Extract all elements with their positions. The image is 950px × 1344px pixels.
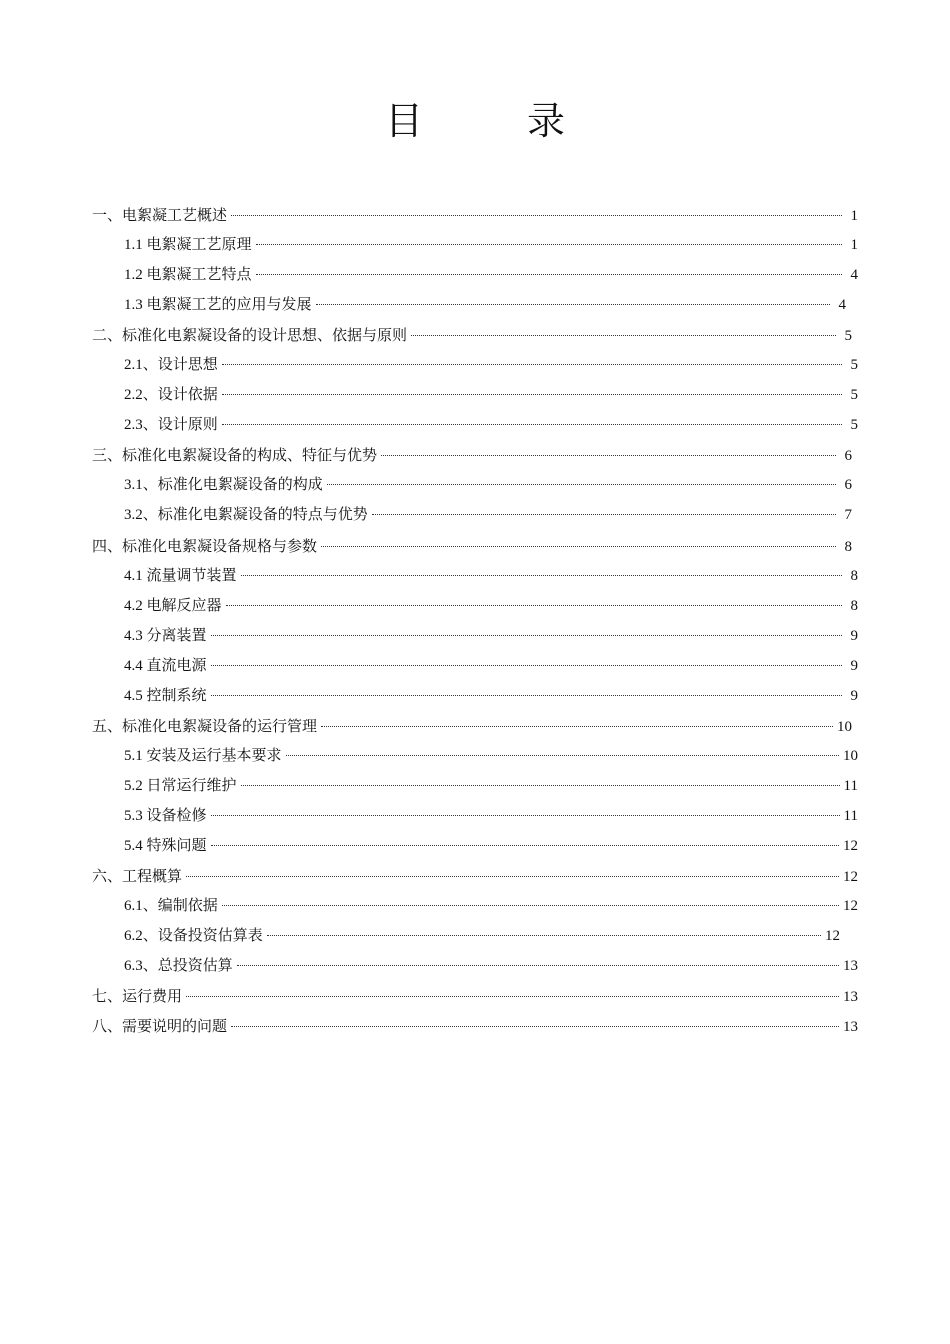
toc-entry[interactable] <box>92 591 862 621</box>
toc-entry-label: 2.1、设计思想 <box>124 357 218 374</box>
toc-dot-leader <box>327 483 836 485</box>
toc-entry[interactable] <box>92 651 862 681</box>
toc-dot-leader <box>186 875 839 877</box>
toc-entry-page-number: 13 <box>843 1019 858 1036</box>
toc-entry-page-number: 10 <box>843 747 858 764</box>
toc-entry-label: 6.2、设备投资估算表 <box>124 928 263 945</box>
toc-entry-page-number: 5 <box>844 328 852 345</box>
toc-entry-label: 二、标准化电絮凝设备的设计思想、依据与原则 <box>92 326 408 345</box>
toc-entry-page-number: 11 <box>843 777 858 794</box>
toc-entry[interactable] <box>92 380 862 410</box>
toc-entry[interactable] <box>92 1011 862 1041</box>
toc-entry[interactable] <box>92 951 862 981</box>
toc-entry-page-number: 1 <box>850 208 858 224</box>
toc-entry[interactable] <box>92 891 862 921</box>
toc-entry-label: 4.3 分离装置 <box>124 627 207 644</box>
toc-entry[interactable] <box>92 230 862 260</box>
toc-entry-label: 六、工程概算 <box>92 867 183 886</box>
toc-entry[interactable] <box>92 500 862 530</box>
toc-entry-page-number: 4 <box>850 267 858 284</box>
toc-dot-leader <box>321 725 833 727</box>
toc-entry[interactable] <box>92 260 862 290</box>
toc-entry[interactable] <box>92 861 862 891</box>
toc-entry-page-number: 4 <box>838 297 846 314</box>
toc-entry-page-number: 12 <box>843 898 858 915</box>
toc-entry-label: 4.5 控制系统 <box>124 687 207 704</box>
toc-entry-page-number: 13 <box>843 958 858 975</box>
title-char-1: 目 <box>384 99 423 143</box>
toc-entry-label: 4.2 电解反应器 <box>124 597 222 614</box>
toc-dot-leader <box>316 303 830 305</box>
toc-entry-page-number: 7 <box>844 507 852 524</box>
toc-entry-label: 一、电絮凝工艺概述 <box>92 206 228 224</box>
toc-entry[interactable] <box>92 981 862 1011</box>
toc-entry-label: 五、标准化电絮凝设备的运行管理 <box>92 716 318 735</box>
toc-dot-leader <box>222 423 842 425</box>
toc-entry[interactable] <box>92 350 862 380</box>
toc-entry-label: 四、标准化电絮凝设备规格与参数 <box>92 536 318 555</box>
toc-entry-label: 3.1、标准化电絮凝设备的构成 <box>124 477 323 494</box>
toc-entry-label: 2.2、设计依据 <box>124 387 218 404</box>
toc-entry-label: 2.3、设计原则 <box>124 417 218 434</box>
toc-entry-label: 6.3、总投资估算 <box>124 958 233 975</box>
toc-entry-page-number: 9 <box>850 657 858 674</box>
toc-entry-page-number: 6 <box>844 477 852 494</box>
toc-entry-page-number: 11 <box>843 807 858 824</box>
toc-entry[interactable] <box>92 290 862 320</box>
toc-dot-leader <box>186 995 839 997</box>
toc-entry[interactable] <box>92 531 862 561</box>
toc-entry-label: 1.1 电絮凝工艺原理 <box>124 237 252 254</box>
toc-entry-label: 1.2 电絮凝工艺特点 <box>124 267 252 284</box>
toc-dot-leader <box>222 904 839 906</box>
toc-entry-page-number: 5 <box>850 387 858 404</box>
toc-dot-leader <box>211 694 842 696</box>
toc-entry-label: 5.1 安装及运行基本要求 <box>124 747 282 764</box>
toc-dot-leader <box>241 784 840 786</box>
toc-entry[interactable] <box>92 561 862 591</box>
toc-entry-label: 七、运行费用 <box>92 987 183 1006</box>
toc-entry-page-number: 13 <box>843 989 858 1006</box>
toc-entry-page-number: 12 <box>825 928 840 945</box>
toc-entry[interactable] <box>92 681 862 711</box>
title-char-2: 录 <box>527 99 566 143</box>
toc-entry[interactable] <box>92 410 862 440</box>
toc-entry-label: 6.1、编制依据 <box>124 898 218 915</box>
toc-entry-page-number: 8 <box>850 567 858 584</box>
toc-entry-page-number: 9 <box>850 627 858 644</box>
toc-entry-label: 5.3 设备检修 <box>124 807 207 824</box>
toc-entry-label: 1.3 电絮凝工艺的应用与发展 <box>124 297 312 314</box>
toc-entry-label: 八、需要说明的问题 <box>92 1017 228 1036</box>
toc-entry-page-number: 12 <box>843 869 858 886</box>
toc-entry-page-number: 5 <box>850 417 858 434</box>
toc-entry-page-number: 1 <box>850 237 858 254</box>
toc-entry-page-number: 9 <box>850 687 858 704</box>
toc-dot-leader <box>372 513 836 515</box>
table-of-contents <box>92 200 862 1041</box>
toc-entry-label: 3.2、标准化电絮凝设备的特点与优势 <box>124 507 368 524</box>
toc-entry-page-number: 8 <box>844 538 852 555</box>
toc-entry[interactable] <box>92 921 862 951</box>
toc-entry-label: 4.4 直流电源 <box>124 657 207 674</box>
toc-entry[interactable] <box>92 771 862 801</box>
toc-dot-leader <box>226 604 842 606</box>
toc-entry[interactable] <box>92 440 862 470</box>
toc-dot-leader <box>231 214 842 216</box>
toc-entry-page-number: 8 <box>850 597 858 614</box>
toc-dot-leader <box>241 574 842 576</box>
toc-entry-page-number: 6 <box>844 448 852 465</box>
toc-dot-leader <box>256 273 842 275</box>
toc-dot-leader <box>411 334 836 336</box>
toc-entry[interactable] <box>92 621 862 651</box>
toc-dot-leader <box>256 243 842 245</box>
toc-entry[interactable] <box>92 711 862 741</box>
toc-dot-leader <box>286 754 839 756</box>
toc-entry[interactable] <box>92 200 862 230</box>
toc-entry[interactable] <box>92 741 862 771</box>
toc-entry[interactable] <box>92 470 862 500</box>
toc-dot-leader <box>211 844 839 846</box>
toc-entry-label: 5.4 特殊问题 <box>124 837 207 854</box>
toc-dot-leader <box>321 545 836 547</box>
page-title <box>0 90 950 145</box>
toc-dot-leader <box>211 664 842 666</box>
toc-entry-page-number: 5 <box>850 357 858 374</box>
toc-entry-page-number: 12 <box>843 837 858 854</box>
toc-entry[interactable] <box>92 801 862 831</box>
toc-dot-leader <box>222 363 842 365</box>
toc-dot-leader <box>237 964 839 966</box>
toc-entry[interactable] <box>92 831 862 861</box>
toc-entry-label: 三、标准化电絮凝设备的构成、特征与优势 <box>92 446 378 465</box>
toc-entry-page-number: 10 <box>837 718 852 735</box>
toc-dot-leader <box>211 814 840 816</box>
toc-entry-label: 4.1 流量调节装置 <box>124 567 237 584</box>
toc-dot-leader <box>211 634 842 636</box>
toc-entry[interactable] <box>92 320 862 350</box>
toc-entry-label: 5.2 日常运行维护 <box>124 777 237 794</box>
toc-dot-leader <box>267 934 821 936</box>
toc-dot-leader <box>381 454 836 456</box>
toc-dot-leader <box>222 393 842 395</box>
toc-dot-leader <box>231 1025 839 1027</box>
